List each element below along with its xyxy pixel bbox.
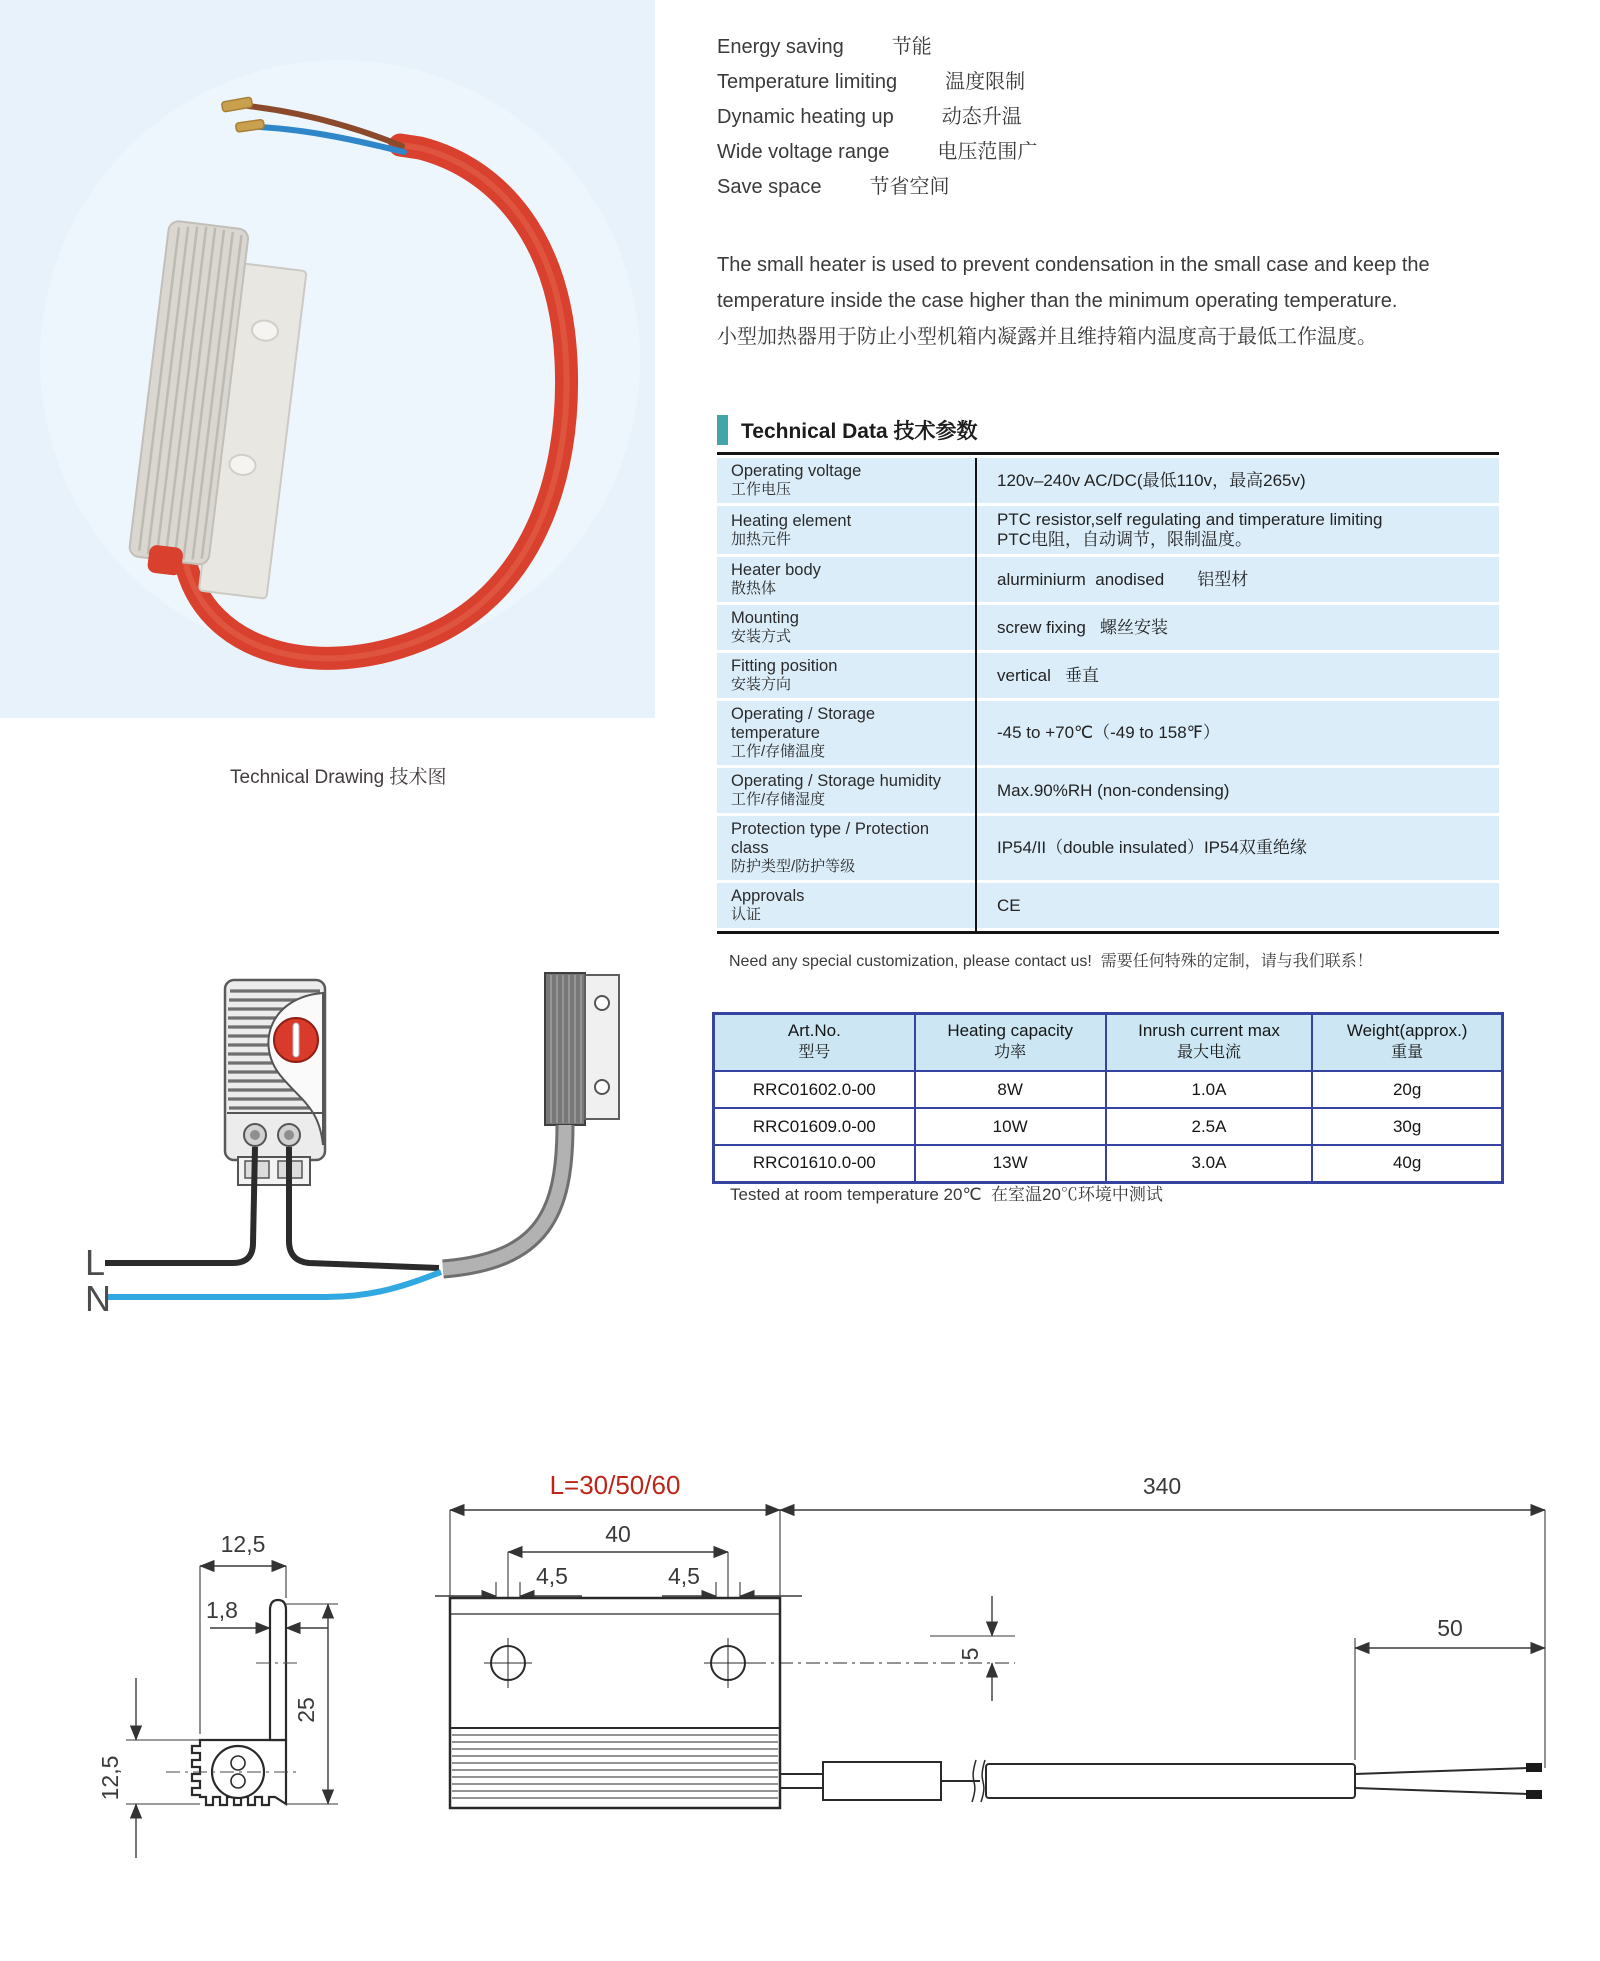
table-row	[717, 506, 1499, 554]
feature-en: Temperature limiting	[717, 71, 898, 93]
cell-capacity: 10W	[915, 1108, 1106, 1145]
row-label-en: Protection type / Protection class	[731, 820, 930, 857]
section-accent-bar	[717, 415, 728, 445]
bracket-hole-bottom	[595, 1080, 609, 1094]
header-heating-capacity: Heating capacity 功率	[915, 1014, 1106, 1072]
header-artno: Art.No. 型号	[714, 1014, 915, 1072]
header-weight: Weight(approx.) 重量	[1312, 1014, 1502, 1072]
row-label-en: Heating element	[731, 511, 852, 530]
cable-length-label: 340	[1142, 1473, 1182, 1499]
feature-en: Dynamic heating up	[717, 106, 894, 128]
row-label-zh: 工作/存储温度	[731, 743, 826, 760]
cell-weight: 20g	[1312, 1071, 1502, 1108]
profile-width-label: 12,5	[220, 1531, 266, 1557]
bracket-hole-top	[595, 996, 609, 1010]
feature-item	[717, 135, 1037, 170]
customization-note: Need any special customization, please contact us! 需要任何特殊的定制，请与我们联系！	[729, 953, 1373, 970]
row-value: vertical 垂直	[997, 665, 1100, 685]
product-photo-panel	[0, 0, 655, 718]
cable-connector	[823, 1762, 941, 1800]
table-row	[717, 605, 1499, 650]
profile-flange	[270, 1600, 286, 1740]
row-label-en: Operating / Storage temperature	[731, 705, 876, 742]
cable-assembly	[780, 1760, 1542, 1802]
profile-wire-1	[231, 1756, 245, 1770]
dimension-drawing	[70, 1438, 1570, 1873]
table-row	[714, 1071, 1503, 1108]
table-row	[714, 1145, 1503, 1182]
row-label-zh: 工作/存储湿度	[731, 791, 826, 808]
description-zh: 小型加热器用于防止小型机箱内凝露并且维持箱内温度高于最低工作温度。	[717, 326, 1377, 348]
table-row	[717, 458, 1499, 503]
row-label-zh: 安装方式	[731, 628, 792, 645]
row-label-zh: 认证	[731, 906, 762, 923]
feature-en: Save space	[717, 176, 822, 198]
fin-pitch-label: 1,8	[206, 1597, 238, 1623]
profile-wire-2	[231, 1774, 245, 1788]
row-value: -45 to +70℃（-49 to 158℉）	[997, 723, 1220, 742]
row-label-zh: 工作电压	[731, 481, 792, 498]
product-photo-illustration	[0, 0, 655, 718]
technical-data-section	[717, 415, 1499, 971]
wiring-illustration	[75, 945, 755, 1335]
cell-inrush: 2.5A	[1106, 1108, 1313, 1145]
feature-en: Wide voltage range	[717, 141, 890, 163]
hole-spacing-label: 40	[605, 1521, 631, 1547]
cell-artno: RRC01609.0-00	[714, 1108, 915, 1145]
feature-list	[717, 30, 1037, 205]
feature-zh: 电压范围广	[937, 141, 1038, 163]
row-label-en: Approvals	[731, 887, 805, 905]
technical-data-table	[717, 458, 1499, 934]
technical-data-title: Technical Data 技术参数	[741, 420, 978, 443]
feature-zh: 节能	[891, 36, 932, 58]
wire-tip-1	[1526, 1763, 1542, 1772]
cell-capacity: 13W	[915, 1145, 1106, 1182]
table-column-divider	[975, 458, 977, 931]
feature-en: Energy saving	[717, 36, 844, 58]
row-value: IP54/II（double insulated）IP54双重绝缘	[997, 838, 1307, 857]
cell-inrush: 1.0A	[1106, 1071, 1313, 1108]
row-label-en: Operating / Storage humidity	[731, 772, 942, 790]
table-row	[714, 1108, 1503, 1145]
length-label: L=30/50/60	[549, 1470, 681, 1500]
table-row	[717, 768, 1499, 813]
hole-offset-left-label: 4,5	[536, 1563, 568, 1589]
table-row	[717, 701, 1499, 765]
feature-zh: 温度限制	[945, 71, 1026, 93]
technical-data-header	[717, 415, 1499, 455]
thermostat-drawing	[225, 980, 325, 1185]
cell-capacity: 8W	[915, 1071, 1106, 1108]
product-description	[717, 247, 1527, 355]
wiring-drawing	[75, 945, 755, 1340]
feature-item	[717, 100, 1037, 135]
profile-view	[192, 1600, 286, 1805]
row-value: Max.90%RH (non-condensing)	[997, 780, 1230, 800]
product-table-section	[712, 1012, 1504, 1184]
row-value: 120v–240v AC/DC(最低110v，最高265v)	[997, 470, 1306, 490]
hole-offset-right-label: 4,5	[668, 1563, 700, 1589]
table-row	[717, 883, 1499, 928]
cell-artno: RRC01610.0-00	[714, 1145, 915, 1182]
row-label-zh: 加热元件	[731, 530, 792, 548]
product-table	[712, 1012, 1504, 1184]
technical-drawing-label: Technical Drawing 技术图	[230, 767, 447, 788]
row-label-en: Mounting	[731, 609, 799, 627]
row-value: CE	[997, 895, 1021, 915]
row-label-en: Heater body	[731, 561, 821, 579]
profile-depth-label: 12,5	[97, 1755, 123, 1801]
row-value: screw fixing 螺丝安装	[997, 617, 1168, 637]
body-height-label: 25	[293, 1697, 319, 1723]
neutral-wire	[105, 1272, 441, 1297]
row-value: alurminiurm anodised 铝型材	[997, 569, 1249, 589]
cell-weight: 40g	[1312, 1145, 1502, 1182]
heater-cable-outline	[443, 1125, 565, 1269]
cable-sheath	[986, 1764, 1355, 1798]
strip-length-label: 50	[1437, 1615, 1463, 1641]
live-wire	[105, 1147, 255, 1263]
feature-zh: 节省空间	[869, 176, 950, 198]
row-label-en: Fitting position	[731, 657, 838, 675]
feature-item	[717, 65, 1037, 100]
neutral-label: N	[85, 1278, 111, 1319]
dimension-lines	[126, 1510, 1545, 1858]
row-label-en: Operating voltage	[731, 462, 862, 480]
dial-slot	[293, 1023, 299, 1057]
cable-break-2	[981, 1760, 985, 1802]
product-table-header-row	[714, 1014, 1503, 1072]
description-en: The small heater is used to prevent condensation in the small case and keep the temperature inside the case higher than the minimum operating temperature.	[717, 254, 1430, 312]
feature-zh: 动态升温	[941, 106, 1022, 128]
cable-sleeve	[147, 544, 184, 576]
row-value-2: PTC电阻，自动调节，限制温度。	[997, 530, 1252, 549]
wire-tip-2	[1526, 1790, 1542, 1799]
table-row	[717, 816, 1499, 880]
table-row	[717, 557, 1499, 602]
tested-note: Tested at room temperature 20℃ 在室温20℃环境中测试	[730, 1185, 1163, 1204]
slot-depth-label: 5	[957, 1647, 983, 1661]
cell-artno: RRC01602.0-00	[714, 1071, 915, 1108]
photo-highlight	[40, 60, 640, 660]
cell-weight: 30g	[1312, 1108, 1502, 1145]
live-label: L	[85, 1242, 106, 1283]
dimension-illustration	[70, 1438, 1570, 1868]
row-label-zh: 安装方向	[731, 676, 792, 693]
feature-item	[717, 30, 1037, 65]
cell-inrush: 3.0A	[1106, 1145, 1313, 1182]
row-value: PTC resistor,self regulating and timperature limiting	[997, 510, 1383, 529]
header-inrush-current: Inrush current max 最大电流	[1106, 1014, 1313, 1072]
row-label-zh: 防护类型/防护等级	[731, 858, 856, 875]
switched-wire	[289, 1147, 439, 1268]
feature-item	[717, 170, 1037, 205]
heater-drawing	[443, 973, 619, 1269]
table-row	[717, 653, 1499, 698]
row-label-zh: 散热体	[731, 580, 777, 597]
